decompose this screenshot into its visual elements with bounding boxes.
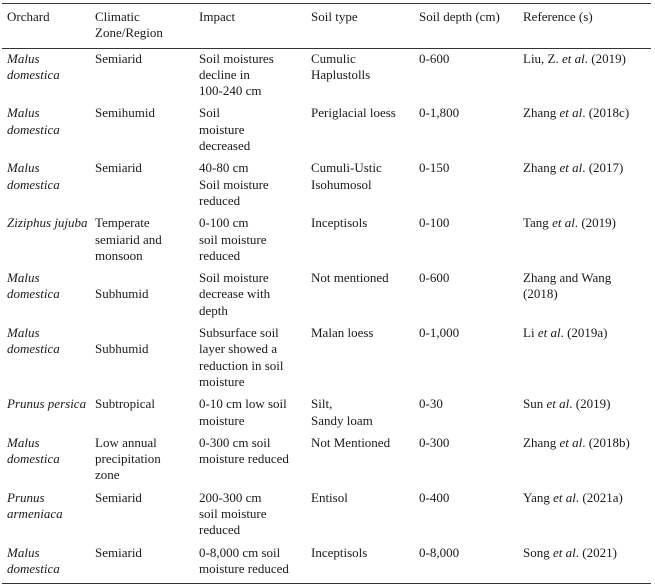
climatic-zone-cell — [90, 268, 194, 323]
orchard-cell — [2, 213, 90, 268]
orchard-cell-line: domestica — [7, 286, 60, 302]
soil-depth-cell: 0-1,800 — [419, 105, 460, 121]
reference-line: (2018) — [523, 286, 558, 302]
soil-depth-cell: 0-150 — [419, 160, 450, 176]
reference-cell — [518, 158, 651, 213]
orchard-cell-line: Malus — [7, 160, 40, 176]
soil-type-cell-line: Not mentioned — [311, 270, 389, 286]
impact-cell-line: 0-10 cm low soil — [199, 396, 287, 412]
reference-post: . (2021a) — [575, 489, 623, 505]
table-row — [2, 48, 651, 103]
impact-cell-line: soil moisture — [199, 506, 267, 522]
climatic-zone-cell-line: Temperate — [95, 215, 150, 231]
table-row — [2, 158, 651, 213]
impact-cell-line: layer showed a — [199, 341, 277, 357]
climatic-zone-cell-line: precipitation — [95, 451, 161, 467]
soil-depth-cell: 0-8,000 — [414, 543, 518, 584]
soil-type-cell — [306, 213, 414, 268]
reference-post: . (2017) — [582, 160, 624, 176]
orchard-cell-line: domestica — [7, 121, 60, 137]
table-row — [2, 323, 651, 394]
orchard-cell — [2, 48, 90, 103]
impact-cell-line: reduced — [199, 192, 241, 208]
impact-cell — [194, 323, 306, 394]
orchard-cell-line: domestica — [7, 451, 60, 467]
climatic-zone-cell — [90, 394, 194, 433]
soil-depth-cell: 0-100 — [419, 215, 450, 231]
orchard-cell-line: armeniaca — [7, 506, 63, 522]
reference-cell — [518, 323, 651, 394]
soil-depth-cell: 0-400 — [419, 489, 450, 505]
reference-post: . (2019a) — [560, 325, 608, 341]
orchard-cell — [2, 268, 90, 323]
orchard-cell-line: Malus — [7, 105, 40, 121]
soil-depth-cell: 0-30 — [419, 396, 443, 412]
impact-cell-line: Soil moisture — [199, 270, 269, 286]
reference-etal: et al — [559, 105, 583, 121]
impact-cell-line: Subsurface soil — [199, 325, 279, 341]
reference-etal: et al — [559, 160, 583, 176]
reference-pre: Li — [523, 325, 538, 341]
impact-cell-line: decrease with — [199, 286, 271, 302]
table-row — [2, 488, 651, 543]
reference-cell — [518, 268, 651, 323]
orchard-cell — [2, 543, 90, 584]
impact-cell-line: Soil moisture — [199, 176, 269, 192]
reference-cell — [518, 543, 651, 584]
header-orchard: Orchard — [2, 4, 90, 49]
climatic-zone-cell-line: Semihumid — [95, 105, 155, 121]
reference-pre: Sun — [523, 396, 547, 412]
soil-depth-cell: 0-1,000 — [419, 325, 460, 341]
climatic-zone-cell — [90, 433, 194, 488]
impact-cell — [194, 433, 306, 488]
header-soil-depth: Soil depth (cm) — [414, 4, 518, 49]
reference-pre: Zhang — [523, 434, 560, 450]
soil-type-cell-line: Inceptisols — [311, 544, 368, 560]
soil-depth-cell: 0-600 — [419, 50, 450, 66]
impact-cell — [194, 103, 306, 158]
header-reference: Reference (s) — [518, 4, 651, 49]
orchard-cell-line: domestica — [7, 176, 60, 192]
table-row — [2, 543, 651, 584]
table-body — [2, 48, 651, 584]
table-row — [2, 394, 651, 433]
impact-cell-line: moisture reduced — [199, 560, 289, 576]
impact-cell — [194, 268, 306, 323]
orchard-cell-line: domestica — [7, 560, 60, 576]
reference-etal: et al — [562, 50, 585, 66]
impact-cell-line: reduced — [199, 247, 241, 263]
orchard-cell — [2, 103, 90, 158]
reference-pre: Yang — [523, 489, 554, 505]
impact-cell-line: moisture — [199, 412, 245, 428]
reference-cell — [518, 213, 651, 268]
impact-cell-line: decline in — [199, 66, 250, 82]
impact-cell-line: soil moisture — [199, 231, 267, 247]
reference-pre: Zhang — [523, 160, 560, 176]
orchard-cell-line: Prunus persica — [7, 396, 87, 412]
orchard-cell-line: Malus — [7, 544, 40, 560]
table-row — [2, 103, 651, 158]
soil-type-cell — [306, 158, 414, 213]
climatic-zone-cell — [90, 213, 194, 268]
soil-type-cell-line: Periglacial loess — [311, 105, 396, 121]
climatic-zone-cell-line: semiarid and — [95, 231, 162, 247]
impact-cell-line: 0-8,000 cm soil — [199, 544, 281, 560]
soil-depth-cell: 0-300 — [419, 434, 450, 450]
impact-cell-line: Soil — [199, 105, 220, 121]
soil-type-cell — [306, 394, 414, 433]
climatic-zone-cell-line: Subhumid — [95, 286, 149, 302]
impact-cell-line: reduction in soil — [199, 357, 284, 373]
reference-etal: et al — [552, 215, 575, 231]
climatic-zone-cell-line: Subtropical — [95, 396, 155, 412]
soil-type-cell — [306, 488, 414, 543]
impact-cell-line: 0-100 cm — [199, 215, 249, 231]
reference-etal: et al — [553, 489, 576, 505]
orchard-cell — [2, 488, 90, 543]
climatic-zone-cell-line — [95, 325, 194, 341]
climatic-zone-cell-line: Semiarid — [95, 544, 142, 560]
reference-post: . (2019) — [569, 396, 611, 412]
impact-cell-line: moisture — [199, 373, 245, 389]
climatic-zone-cell — [90, 158, 194, 213]
climatic-zone-cell-line: Semiarid — [95, 160, 142, 176]
table-row — [2, 433, 651, 488]
reference-etal: et al — [537, 325, 561, 341]
reference-pre: Tang — [523, 215, 553, 231]
impact-cell-line: reduced — [199, 522, 241, 538]
reference-cell — [518, 48, 651, 103]
orchard-cell-line: domestica — [7, 66, 60, 82]
soil-type-cell — [306, 543, 414, 584]
soil-type-cell — [306, 103, 414, 158]
reference-post: . (2019) — [574, 215, 616, 231]
orchard-cell — [2, 323, 90, 394]
reference-cell — [518, 103, 651, 158]
table-header-row — [2, 4, 651, 49]
reference-etal: et al — [552, 544, 576, 560]
climatic-zone-cell-line: monsoon — [95, 247, 143, 263]
soil-type-cell — [306, 48, 414, 103]
orchard-cell-line: Prunus — [7, 489, 45, 505]
soil-type-cell-line: Sandy loam — [311, 412, 373, 428]
climatic-zone-cell-line: Semiarid — [95, 50, 142, 66]
impact-cell — [194, 48, 306, 103]
soil-type-cell — [306, 268, 414, 323]
climatic-zone-cell — [90, 103, 194, 158]
orchard-cell-line: Malus — [7, 325, 40, 341]
soil-type-cell-line: Haplustolls — [311, 66, 371, 82]
soil-type-cell-line: Cumuli-Ustic — [311, 160, 382, 176]
reference-line: Zhang and Wang — [523, 270, 612, 286]
orchard-cell-line: Ziziphus jujuba — [7, 215, 88, 231]
orchard-cell-line: Malus — [7, 50, 40, 66]
orchard-cell — [2, 394, 90, 433]
soil-type-cell-line: Malan loess — [311, 325, 374, 341]
impact-cell-line: 200-300 cm — [199, 489, 262, 505]
impact-cell — [194, 394, 306, 433]
impact-cell-line: 0-300 cm soil — [199, 434, 271, 450]
soil-depth-cell: 0-600 — [419, 270, 450, 286]
header-climatic-zone: Climatic Zone/Region — [90, 4, 194, 49]
impact-cell-line: depth — [199, 302, 228, 318]
soil-type-cell — [306, 323, 414, 394]
soil-type-cell-line: Entisol — [311, 489, 348, 505]
reference-pre: Zhang — [523, 105, 560, 121]
impact-cell-line: 100-240 cm — [199, 83, 262, 99]
impact-cell-line: 40-80 cm — [199, 160, 249, 176]
reference-pre: Song — [523, 544, 553, 560]
table-row — [2, 268, 651, 323]
soil-type-cell-line: Silt, — [311, 396, 333, 412]
reference-cell — [518, 488, 651, 543]
climatic-zone-cell — [90, 488, 194, 543]
soil-moisture-table — [2, 3, 651, 584]
soil-type-cell — [306, 433, 414, 488]
climatic-zone-cell-line — [95, 270, 194, 286]
impact-cell-line: Soil moistures — [199, 50, 274, 66]
reference-post: . (2018c) — [582, 105, 630, 121]
reference-etal: et al — [546, 396, 570, 412]
reference-cell — [518, 433, 651, 488]
soil-type-cell-line: Inceptisols — [311, 215, 368, 231]
orchard-cell-line: domestica — [7, 341, 60, 357]
orchard-cell — [2, 158, 90, 213]
soil-type-cell-line: Cumulic — [311, 50, 356, 66]
impact-cell-line: moisture — [199, 121, 245, 137]
reference-post: . (2021) — [575, 544, 617, 560]
impact-cell — [194, 488, 306, 543]
header-impact: Impact — [194, 4, 306, 49]
impact-cell — [194, 158, 306, 213]
climatic-zone-cell-line: Low annual — [95, 434, 157, 450]
climatic-zone-cell-line: Semiarid — [95, 489, 142, 505]
impact-cell — [194, 543, 306, 584]
reference-post: . (2018b) — [582, 434, 630, 450]
reference-cell — [518, 394, 651, 433]
climatic-zone-cell — [90, 543, 194, 584]
orchard-cell — [2, 433, 90, 488]
orchard-cell-line: Malus — [7, 270, 40, 286]
climatic-zone-cell — [90, 48, 194, 103]
soil-type-cell-line: Isohumosol — [311, 176, 372, 192]
header-soil-type: Soil type — [306, 4, 414, 49]
table-row — [2, 213, 651, 268]
orchard-cell-line: Malus — [7, 434, 40, 450]
reference-etal: et al — [559, 434, 583, 450]
impact-cell — [194, 213, 306, 268]
impact-cell-line: decreased — [199, 138, 251, 154]
climatic-zone-cell — [90, 323, 194, 394]
soil-type-cell-line: Not Mentioned — [311, 434, 391, 450]
climatic-zone-cell-line: Subhumid — [95, 341, 149, 357]
impact-cell-line: moisture reduced — [199, 451, 289, 467]
reference-pre: Liu, Z. — [523, 50, 562, 66]
climatic-zone-cell-line: zone — [95, 467, 120, 483]
reference-post: . (2019) — [584, 50, 626, 66]
